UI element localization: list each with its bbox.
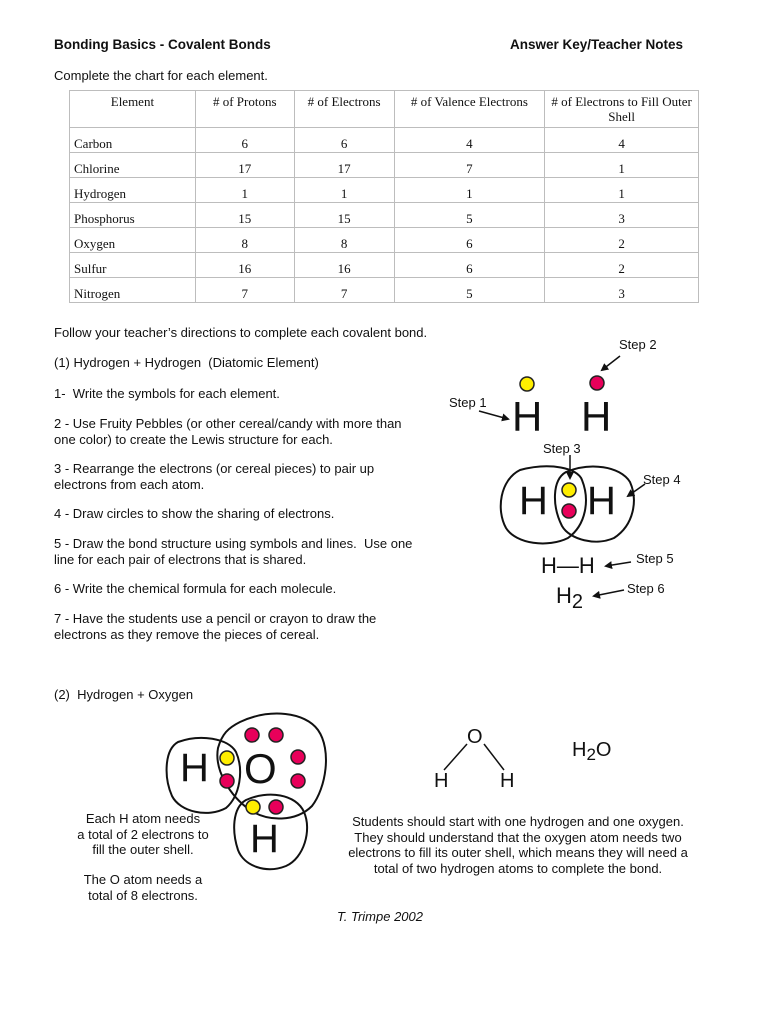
pink-electron [245,728,259,742]
hydrogen-note [60,811,226,858]
table-cell: 2 [545,253,699,278]
author-credit: T. Trimpe 2002 [337,909,423,924]
bent-hydrogen-symbol: H [500,770,515,792]
bond-instructions: Follow your teacher’s directions to complete each covalent bond. [54,325,428,340]
table-cell: 1 [545,153,699,178]
step-1-instruction: 1- Write the symbols for each element. [54,386,280,401]
step-2-arrow [602,356,620,370]
column-header: # of Electrons to Fill Outer Shell [545,91,699,128]
table-cell: 17 [195,153,294,178]
step-5-label: Step 5 [636,551,674,566]
right-bond-line [484,744,504,770]
step-1-label: Step 1 [449,395,487,410]
bent-hydrogen-symbol: H [434,770,449,792]
step-2-instruction: 2 - Use Fruity Pebbles (or other cereal/candy with more than one color) to create the Lewis structure for each. [54,416,402,447]
step-6-arrow [594,590,624,596]
step-5-instruction: 5 - Draw the bond structure using symbols and lines. Use one line for each pair of electrons that is shared. [54,536,417,567]
explanation-line: Students should start with one hydrogen and one oxygen. [352,814,684,829]
table-cell: 15 [294,203,394,228]
formula-subscript: 2 [571,591,584,613]
note-line: The O atom needs a [83,872,203,887]
table-cell: 4 [545,128,699,153]
page-title: Bonding Basics - Covalent Bonds [54,37,271,52]
table-cell: 17 [294,153,394,178]
formula-h2 [556,583,584,613]
table-cell: 6 [394,228,545,253]
step-6-instruction: 6 - Write the chemical formula for each molecule. [54,581,337,596]
oxygen-note [60,872,226,903]
table-cell: 7 [394,153,545,178]
table-cell: Phosphorus [70,203,196,228]
formula-h2o [572,739,612,764]
formula-symbol: H [556,583,572,608]
water-explanation [318,814,718,876]
column-header: # of Protons [195,91,294,128]
hydrogen-symbol: H [587,479,616,523]
explanation-line: electrons to fill its outer shell, which means they will need a [348,845,688,860]
pink-electron [291,750,305,764]
bond-structure: H—H [541,553,595,578]
table-cell: 7 [195,278,294,303]
pink-electron [269,728,283,742]
table-cell: Nitrogen [70,278,196,303]
hydrogen-symbol: H [250,817,279,861]
table-cell: Sulfur [70,253,196,278]
hydrogen-symbol: H [512,393,543,440]
table-cell: 6 [195,128,294,153]
table-cell: 1 [294,178,394,203]
step-5-arrow [606,562,631,566]
pink-electron [291,774,305,788]
table-cell: 5 [394,278,545,303]
table-cell: 7 [294,278,394,303]
pink-electron [269,800,283,814]
section2-title: (2) Hydrogen + Oxygen [54,687,194,702]
note-line: total of 8 electrons. [88,887,198,903]
table-cell: 1 [394,178,545,203]
bent-oxygen-symbol: O [467,726,483,748]
answer-key-label: Answer Key/Teacher Notes [510,37,684,52]
note-line: a total of 2 electrons to [77,826,209,842]
table-cell: 16 [294,253,394,278]
yellow-electron [562,483,576,497]
formula-subscript: 2 [586,745,596,764]
pink-electron [220,774,234,788]
column-header: # of Electrons [294,91,394,128]
chart-instructions: Complete the chart for each element. [54,68,268,83]
table-cell: Hydrogen [70,178,196,203]
yellow-electron [520,377,534,391]
step-1-arrow [479,411,508,419]
oxygen-symbol: O [244,745,277,792]
hydrogen-symbol: H [581,393,612,440]
column-header: # of Valence Electrons [394,91,545,128]
table-cell: 5 [394,203,545,228]
step-4-label: Step 4 [643,472,681,487]
step-3-instruction: 3 - Rearrange the electrons (or cereal pieces) to pair up electrons from each atom. [54,461,375,492]
hydrogen-symbol: H [180,746,209,790]
table-cell: 3 [545,278,699,303]
step-4-instruction: 4 - Draw circles to show the sharing of electrons. [54,506,335,521]
note-line: fill the outer shell. [92,842,194,857]
table-cell: Chlorine [70,153,196,178]
formula-symbol: H [572,739,587,761]
step-3-label: Step 3 [543,441,581,456]
table-cell: 1 [195,178,294,203]
step-7-instruction: 7 - Have the students use a pencil or crayon to draw the electrons as they remove the pieces of cereal. [54,611,377,642]
table-cell: Oxygen [70,228,196,253]
left-bond-line [444,744,467,770]
hydrogen-symbol: H [519,479,548,523]
column-header: Element [70,91,196,128]
pink-electron [562,504,576,518]
table-cell: 1 [545,178,699,203]
table-cell: Carbon [70,128,196,153]
table-cell: 8 [195,228,294,253]
table-cell: 15 [195,203,294,228]
table-cell: 8 [294,228,394,253]
step-6-label: Step 6 [627,581,665,596]
table-cell: 16 [195,253,294,278]
explanation-line: They should understand that the oxygen atom needs two [354,829,682,845]
table-cell: 6 [394,253,545,278]
table-cell: 4 [394,128,545,153]
yellow-electron [220,751,234,765]
pink-electron [590,376,604,390]
table-cell: 3 [545,203,699,228]
yellow-electron [246,800,260,814]
explanation-line: total of two hydrogen atoms to complete the bond. [373,860,663,876]
step-2-label: Step 2 [619,337,657,352]
formula-symbol: O [595,739,612,761]
table-cell: 6 [294,128,394,153]
note-line: Each H atom needs [85,811,201,826]
section1-title: (1) Hydrogen + Hydrogen (Diatomic Element) [54,355,319,370]
table-cell: 2 [545,228,699,253]
